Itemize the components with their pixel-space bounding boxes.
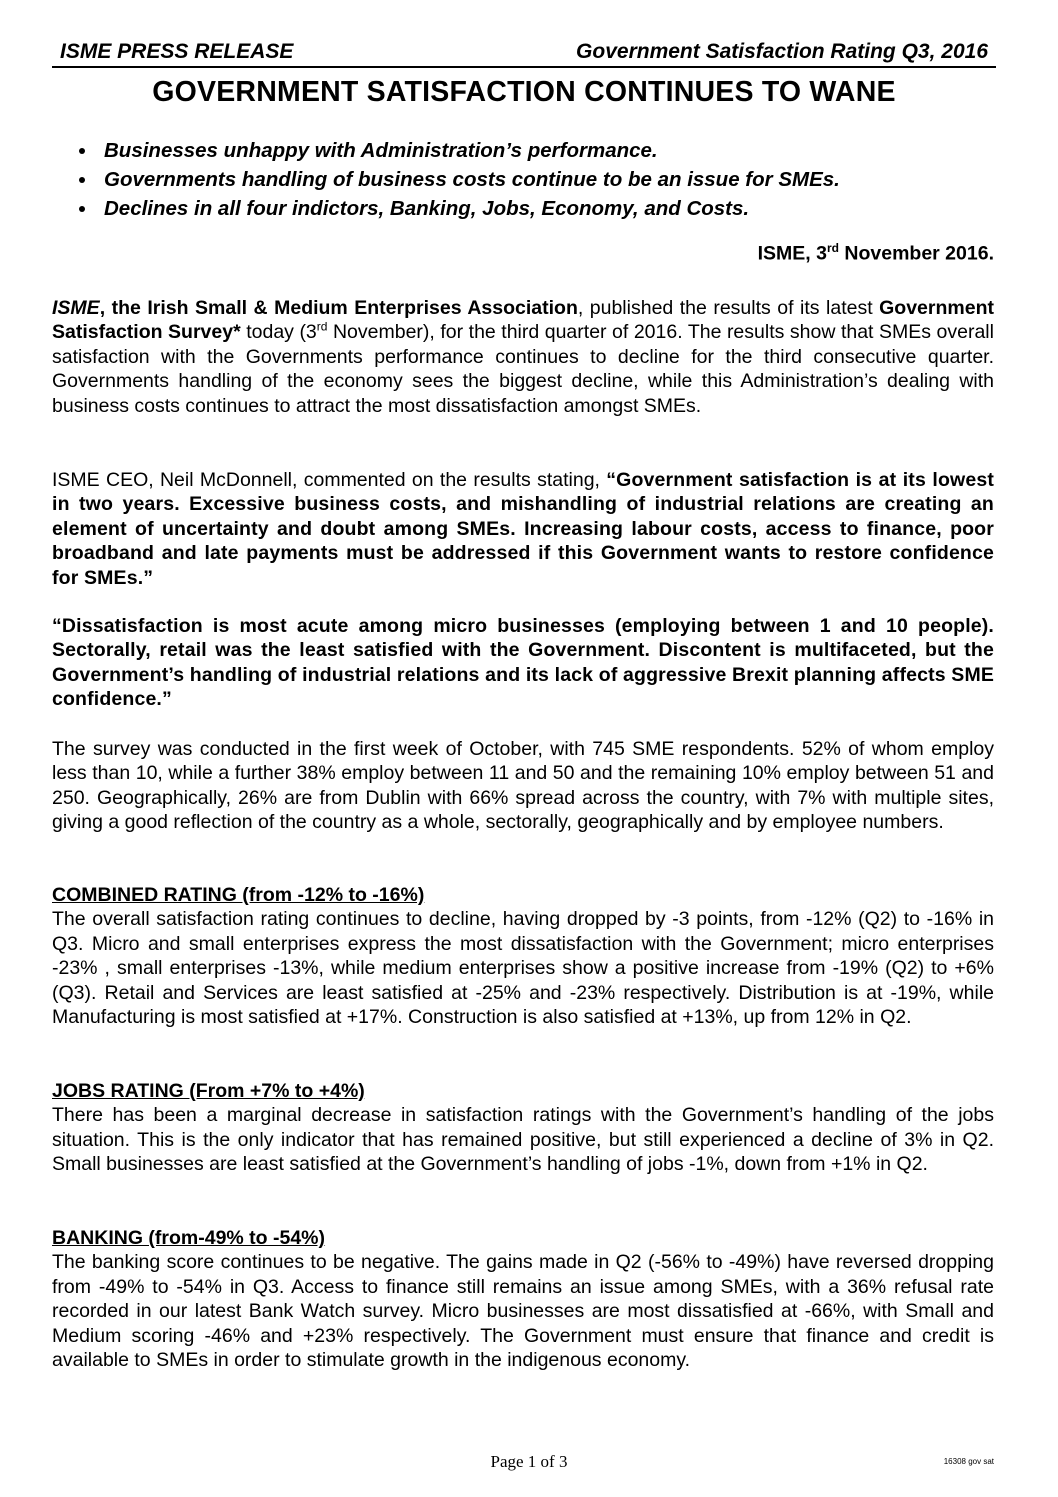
intro-paragraph [52,296,994,418]
highlight-item [72,194,992,223]
intro-text: , published the results of its latest [577,297,880,319]
intro-sup: rd [316,319,328,334]
highlight-item [72,165,992,194]
page-number: Page 1 of 3 [490,1452,568,1471]
section-heading: JOBS RATING (From +7% to +4%) [52,1080,365,1102]
section-body: The overall satisfaction rating continues to decline, having dropped by -3 points, from -12% (Q2) to -16% in Q3. Micro and small enterprises express the most dissatisfaction with the Government; micro enterprises -23% , small enterprises -13%, while medium enterprises show a positive increase from -19% (Q2) to +6% (Q3). Retail and Services are least satisfied at -25% and -23% respectively. Distribution is at -19%, while Manufacturing is most satisfied at +17%. Construction is also satisfied at +13%, up from 12% in Q2. [52,908,994,1029]
ceo-paragraph [52,468,994,590]
page-header [52,36,996,68]
dateline-text-end: November 2016. [838,242,994,265]
bullet-icon [79,177,85,183]
dateline-sup: rd [826,241,839,255]
intro-text: November), for the third quarter of 2016. The results show that SMEs overall satisfaction with the Governments performance continues to decline for the third consecutive quarter. Governments handling of the economy sees the biggest decline, while this Administration’s dealing with business costs continues to attract the most dissatisfaction amongst SMEs. [52,321,994,417]
bullet-icon [79,148,85,154]
highlight-item [72,136,992,165]
section-body: There has been a marginal decrease in satisfaction ratings with the Government’s handling of the jobs situation. This is the only indicator that has remained positive, but still experienced a decline of 3% in Q2. Small businesses are least satisfied at the Government’s handling of jobs -1%, down from +1% in Q2. [52,1104,994,1176]
section-heading: COMBINED RATING (from -12% to -16%) [52,884,425,906]
document-ref: 16308 gov sat [943,1457,994,1466]
section-banking [52,1226,994,1372]
page-title: GOVERNMENT SATISFACTION CONTINUES TO WANE [152,76,896,108]
highlight-text: Governments handling of business costs continue to be an issue for SMEs. [104,168,840,191]
ceo-lead: ISME CEO, Neil McDonnell, commented on the results stating, [52,469,607,491]
survey-paragraph: The survey was conducted in the first week of October, with 745 SME respondents. 52% of whom employ less than 10, while a further 38% employ between 11 and 50 and the remaining 10% employ between 51 and 250. Geographically, 26% are from Dublin with 66% spread across the country, with 7% with multiple sites, giving a good reflection of the country as a whole, sectorally, geographically and by employee numbers. [52,738,994,834]
section-jobs [52,1079,994,1177]
ceo-quote: “Government satisfaction is at its lowest in two years. Excessive business costs, and mishandling of industrial relations are creating an element of uncertainty and doubt among SMEs. Increasing labour costs, access to finance, poor broadband and late payments must be addressed if this Government wants to restore confidence for SMEs.” [52,469,994,589]
dateline [758,241,994,266]
header-left-label: ISME PRESS RELEASE [60,40,294,63]
header-right-label: Government Satisfaction Rating Q3, 2016 [576,40,988,63]
section-combined [52,883,994,1029]
highlight-text: Businesses unhappy with Administration’s performance. [104,139,658,162]
highlights-list [72,136,992,223]
intro-text: today (3 [240,321,317,344]
org-full-name: , the Irish Small & Medium Enterprises Association [99,297,578,319]
section-heading: BANKING (from-49% to -54%) [52,1227,326,1249]
dateline-text: ISME, 3 [757,242,827,265]
highlight-text: Declines in all four indictors, Banking, Jobs, Economy, and Costs. [104,197,750,220]
survey-name: Government Satisfaction Survey* [52,297,994,344]
quote-paragraph: “Dissatisfaction is most acute among micro businesses (employing between 1 and 10 people). Sectorally, retail was the least satisfied with the Government. Discontent is multifaceted, but the Government’s handling of industrial relations and its lack of aggressive Brexit planning affects SME confidence.” [52,615,994,711]
section-body: The banking score continues to be negative. The gains made in Q2 (-56% to -49%) have reversed dropping from -49% to -54% in Q3. Access to finance still remains an issue among SMEs, with a 36% refusal rate recorded in our latest Bank Watch survey. Micro businesses are most dissatisfied at -66%, with Small and Medium scoring -46% and +23% respectively. The Government must ensure that finance and credit is available to SMEs in order to stimulate growth in the indigenous economy. [52,1251,994,1372]
org-name: ISME [52,297,100,319]
bullet-icon [79,206,85,212]
